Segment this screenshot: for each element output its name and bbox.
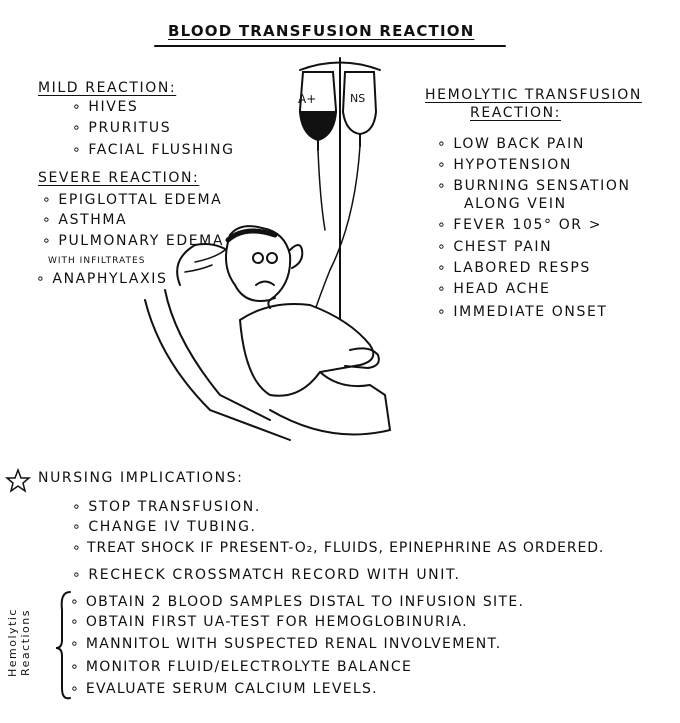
list-item: ∘ EVALUATE SERUM CALCIUM LEVELS. [70, 681, 378, 697]
list-item: ∘ MANNITOL WITH SUSPECTED RENAL INVOLVEMENT. [70, 636, 502, 652]
list-item: ∘ TREAT SHOCK IF PRESENT-O₂, FLUIDS, EPINEPHRINE AS ORDERED. [72, 540, 605, 556]
list-item: ∘ MONITOR FLUID/ELECTROLYTE BALANCE [70, 659, 413, 675]
star-icon [7, 470, 29, 491]
list-item: ∘ LABORED RESPS [437, 260, 591, 276]
list-item: ∘ IMMEDIATE ONSET [437, 304, 608, 320]
mild-heading: MILD REACTION: [38, 80, 177, 96]
list-item: ∘ HEAD ACHE [437, 281, 551, 297]
list-item: ∘ CHEST PAIN [437, 239, 553, 255]
list-item: ∘ HYPOTENSION [437, 157, 572, 173]
list-item: ∘ PULMONARY EDEMA [42, 233, 225, 249]
blood-bag-label: A+ [298, 92, 317, 106]
page-title: BLOOD TRANSFUSION REACTION [168, 22, 475, 40]
hemolytic-heading: HEMOLYTIC TRANSFUSION [425, 87, 642, 103]
saline-bag-label: NS [350, 92, 366, 105]
list-item: ∘ PRURITUS [72, 120, 172, 136]
list-subitem: WITH INFILTRATES [48, 256, 146, 266]
list-item-cont: ALONG VEIN [464, 196, 567, 212]
hemolytic-heading-2: REACTION: [470, 105, 561, 121]
list-item: ∘ ANAPHYLAXIS [36, 271, 168, 287]
hemolytic-bracket [56, 592, 70, 698]
pointer-lines [185, 250, 225, 272]
blood-bag-a-plus [300, 72, 336, 150]
list-item: ∘ OBTAIN 2 BLOOD SAMPLES DISTAL TO INFUSION SITE. [70, 594, 525, 610]
list-item: ∘ CHANGE IV TUBING. [72, 519, 257, 535]
list-item: ∘ HIVES [72, 99, 139, 115]
list-item: ∘ FEVER 105° OR > [437, 217, 603, 233]
list-item: ∘ RECHECK CROSSMATCH RECORD WITH UNIT. [72, 567, 461, 583]
list-item: ∘ BURNING SENSATION [437, 178, 631, 194]
nursing-heading: NURSING IMPLICATIONS: [38, 470, 244, 486]
list-item: ∘ OBTAIN FIRST UA-TEST FOR HEMOGLOBINURIA. [70, 614, 468, 630]
severe-heading: SEVERE REACTION: [38, 170, 200, 186]
saline-bag-ns [343, 72, 376, 146]
list-item: ∘ EPIGLOTTAL EDEMA [42, 192, 223, 208]
list-item: ∘ LOW BACK PAIN [437, 136, 585, 152]
list-item: ∘ STOP TRANSFUSION. [72, 499, 261, 515]
patient-in-bed [145, 226, 390, 440]
list-item: ∘ ASTHMA [42, 212, 128, 228]
hemolytic-reactions-label: Hemolytic Reactions [6, 608, 32, 677]
list-item: ∘ FACIAL FLUSHING [72, 142, 235, 158]
